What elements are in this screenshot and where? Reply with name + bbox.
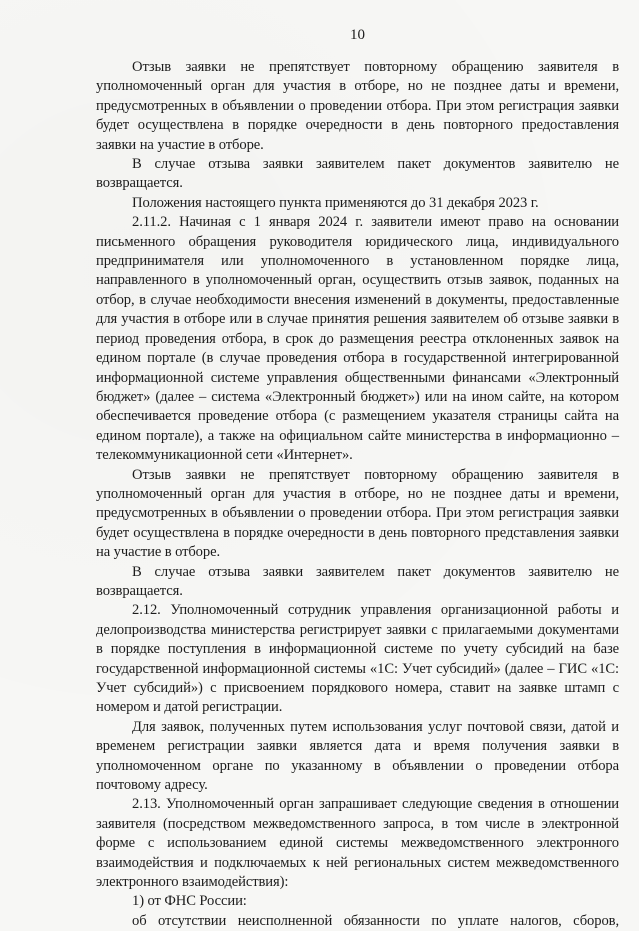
paragraph-taxes-obligation: об отсутствии неисполненной обязанности по уплате налогов, сборов,	[132, 912, 619, 929]
paragraph-withdrawal-note: Отзыв заявки не препятствует повторному обращению заявителя в уполномоченный орган для участия в отборе, но не позднее даты и времени, предусмотренных в объявлении о проведении отбора. При этом регистрация заявки будет осуществлена в порядке очередности в день повторного предоставления заявки на участие в отборе.	[96, 59, 619, 153]
paragraph-postal-registration: Для заявок, полученных путем использования услуг почтовой связи, датой и временем регистрации заявки является дата и время получения заявки в уполномоченном органе по указанному в объявлении о проведении отбора почтовому адресу.	[96, 718, 619, 794]
paragraph-documents-not-returned: В случае отзыва заявки заявителем пакет документов заявителю не возвращается.	[96, 156, 619, 192]
paragraph-2-12: 2.12. Уполномоченный сотрудник управления организационной работы и делопроизводства министерства регистрирует заявки с прилагаемыми документами в порядке поступления в информационной системе по учету субсидий на базе государственной информационной системы «1С: Учет субсидий» (далее – ГИС «1С: Учет субсидий») с присвоением порядкового номера, ставит на заявке штамп с номером и датой регистрации.	[96, 602, 619, 716]
paragraph-2-11-2: 2.11.2. Начиная с 1 января 2024 г. заявители имеют право на основании письменного обращения руководителя юридического лица, индивидуального предпринимателя или уполномоченного в установленном порядке лица, направленного в уполномоченный орган, осуществить отзыв заявок, поданных на отбор, в случае необходимости внесения изменений в документы, предоставленные для участия в отборе или в случае принятия решения заявителем об отзыве заявки в период проведения отбора, в срок до размещения реестра отклоненных заявок на едином портале (в случае проведения отбора в государственной интегрированной информационной системе управления общественными финансами «Электронный бюджет» (далее – система «Электронный бюджет») или на ином сайте, на котором обеспечивается проведение отбора (с размещением указателя страницы сайта на едином портале), а также на официальном сайте министерства в информационно – телекоммуникационной сети «Интернет».	[96, 214, 619, 464]
paragraph-withdrawal-note-2: Отзыв заявки не препятствует повторному обращению заявителя в уполномоченный орган для участия в отборе, но не позднее даты и времени, предусмотренных в объявлении о проведении отбора. При этом регистрация заявки будет осуществлена в порядке очередности в день повторного представления заявки на участие в отборе.	[96, 466, 619, 561]
document-body	[96, 58, 619, 931]
page-number: 10	[350, 27, 365, 43]
paragraph-applicability: Положения настоящего пункта применяются до 31 декабря 2023 г.	[132, 194, 539, 211]
paragraph-documents-not-returned-2: В случае отзыва заявки заявителем пакет документов заявителю не возвращается.	[96, 563, 619, 599]
paragraph-2-13: 2.13. Уполномоченный орган запрашивает следующие сведения в отношении заявителя (посредством межведомственного запроса, в том числе в электронной форме с использованием единой системы межведомственного электронного взаимодействия и подключаемых к ней региональных систем межведомственного электронного взаимодействия):	[96, 796, 619, 891]
paragraph-fns-item: 1) от ФНС России:	[132, 893, 247, 910]
